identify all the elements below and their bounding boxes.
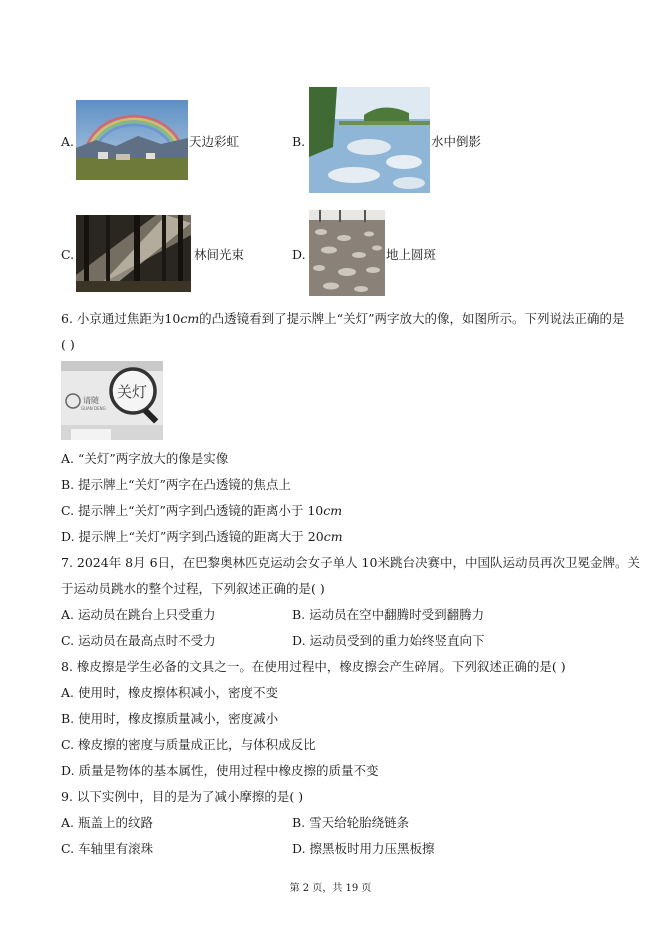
caption-water-reflection: 水中倒影 [431, 134, 482, 149]
rainbow-photo [76, 100, 188, 180]
option-letter-b: B. [292, 134, 306, 149]
magnifier-sign-text: 关灯 [117, 383, 148, 401]
forest-light-beams-photo [76, 215, 191, 292]
question-8-option-d: D. 质量是物体的基本属性，使用过程中橡皮擦的质量不变 [61, 763, 379, 778]
caption-ground-light-spots: 地上圆斑 [386, 247, 437, 262]
question-7-stem-line-2: 于运动员跳水的整个过程，下列叙述正确的是( ) [61, 581, 325, 596]
question-6-option-d-unit: cm [323, 529, 343, 544]
magnifier-sign-photo [61, 361, 163, 440]
question-7-option-b: B. 运动员在空中翻腾时受到翻腾力 [292, 607, 485, 622]
question-8-stem: 8. 橡皮擦是学生必备的文具之一。在使用过程中，橡皮擦会产生碎屑。下列叙述正确的是( ) [61, 659, 566, 674]
question-6-option-c [61, 503, 342, 519]
question-9-option-c: C. 车轴里有滚珠 [61, 841, 154, 856]
water-reflection-photo [309, 87, 430, 193]
question-9-option-d: D. 擦黑板时用力压黑板擦 [292, 841, 435, 856]
question-6-stem-line-2: ( ) [61, 337, 75, 352]
question-8-option-a: A. 使用时，橡皮擦体积减小，密度不变 [61, 685, 278, 700]
question-9-option-b: B. 雪天给轮胎绕链条 [292, 815, 410, 830]
question-6-stem-post: 的凸透镜看到了提示牌上“关灯”两字放大的像，如图所示。下列说法正确的是 [199, 311, 625, 326]
question-6-focal-value: 10 [164, 311, 181, 326]
question-6-stem-line-1 [61, 311, 624, 327]
question-9-option-a: A. 瓶盖上的纹路 [61, 815, 153, 830]
option-letter-c: C. [61, 247, 75, 262]
option-letter-a: A. [61, 134, 75, 149]
question-6-option-b: B. 提示牌上“关灯”两字在凸透镜的焦点上 [61, 477, 291, 492]
question-7-option-a: A. 运动员在跳台上只受重力 [61, 607, 216, 622]
page-number-footer: 第 2 页，共 19 页 [289, 883, 372, 894]
magnifier-sign-pinyin: GUAN DENG [81, 406, 106, 411]
question-6-option-a: A. “关灯”两字放大的像是实像 [61, 451, 229, 466]
question-7-option-c: C. 运动员在最高点时不受力 [61, 633, 216, 648]
option-letter-d: D. [292, 247, 306, 262]
caption-rainbow: 天边彩虹 [189, 134, 240, 149]
ground-light-spots-photo [309, 210, 385, 296]
question-6-option-c-value: 10 [307, 503, 324, 518]
question-6-option-c-unit: cm [323, 503, 343, 518]
question-9-stem: 9. 以下实例中，目的是为了减小摩擦的是( ) [61, 789, 304, 804]
question-6-focal-unit: cm [180, 311, 200, 326]
question-7-option-d: D. 运动员受到的重力始终竖直向下 [292, 633, 485, 648]
caption-forest-light-beams: 林间光束 [194, 247, 245, 262]
question-8-option-c: C. 橡皮擦的密度与质量成正比，与体积成反比 [61, 737, 316, 752]
question-7-stem-line-1: 7. 2024年 8月 6日，在巴黎奥林匹克运动会女子单人 10米跳台决赛中，中国队运动员再次卫冕金牌。关 [61, 555, 640, 570]
question-6-option-c-text: C. 提示牌上“关灯”两字到凸透镜的距离小于 [61, 503, 308, 518]
question-6-option-d [61, 529, 343, 545]
question-6-option-d-value: 20 [307, 529, 324, 544]
magnifier-sign-small-text: 请随 [83, 396, 99, 405]
question-6-stem-pre: 6. 小京通过焦距为 [61, 311, 165, 326]
question-6-option-d-text: D. 提示牌上“关灯”两字到凸透镜的距离大于 [61, 529, 308, 544]
question-8-option-b: B. 使用时，橡皮擦质量减小，密度减小 [61, 711, 279, 726]
